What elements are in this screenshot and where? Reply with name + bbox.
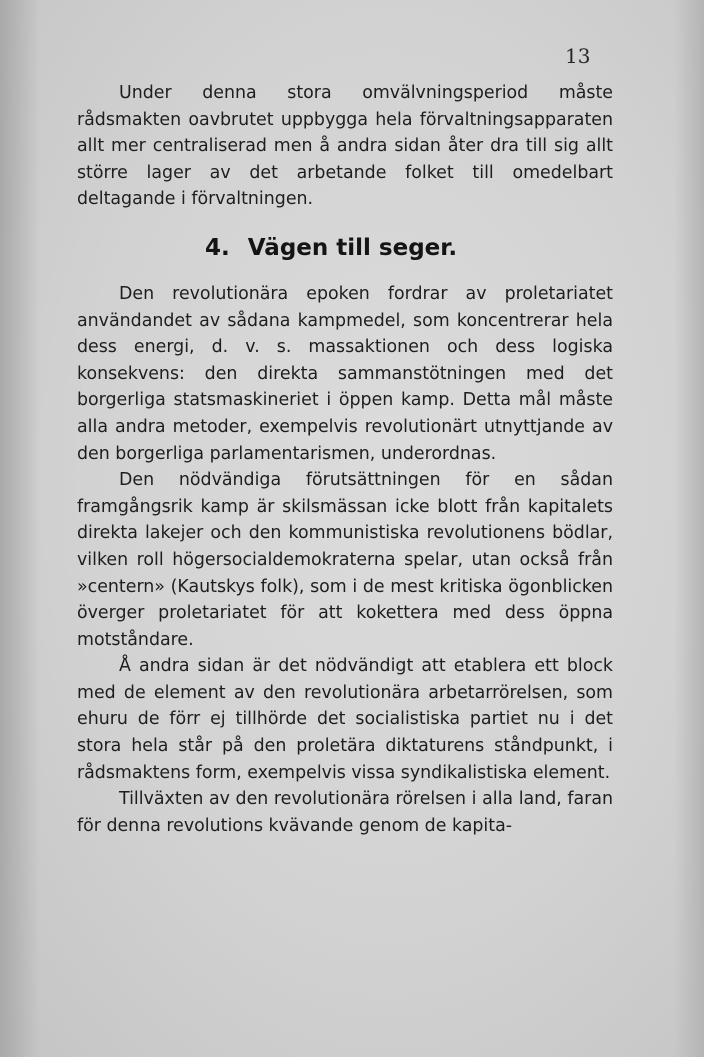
section-title: Vägen till seger. [247,234,458,261]
paragraph-4: Å andra sidan är det nödvändigt att etablera ett block med de element av den revolutionära arbetarrörelsen, som ehuru de förr ej tillhörde det socialistiska partiet nu i det stora hela står på den proletära diktaturens ståndpunkt, i rådsmaktens form, exempelvis vissa syndikalistiska element. [77,656,613,783]
section-number: 4. [205,234,230,261]
paragraph-5: Tillväxten av den revolutionära rörelsen i alla land, faran för denna revolutions kvävande genom de kapita- [77,789,613,836]
paragraph-1: Under denna stora omvälvningsperiod måste rådsmakten oavbrutet uppbygga hela förvaltningsapparaten allt mer centraliserad men å andra sidan åter dra till sig allt större lager av det arbetande folket till omedelbart deltagande i förvaltningen. [77,83,613,210]
section-heading [77,233,613,263]
body-text [77,80,613,839]
paragraph-2: Den revolutionära epoken fordrar av proletariatet användandet av sådana kampmedel, som koncentrerar hela dess energi, d. v. s. massaktionen och dess logiska konsekvens: den direkta sammanstötningen med det borgerliga statsmaskineriet i öppen kamp. Detta mål måste alla andra metoder, exempelvis revolutionärt utnyttjande av den borgerliga parlamentarismen, underordnas. [77,283,613,464]
paragraph-3: Den nödvändiga förutsättningen för en sådan framgångsrik kamp är skilsmässan icke blott från kapitalets direkta lakejer och den kommunistiska revolutionens bödlar, vilken roll högersocialdemokraterna spelar, utan också från »centern» (Kautskys folk), som i de mest kritiska ögonblicken överger proletariatet för att kokettera med dess öppna motståndare. [77,470,613,650]
page-number: 13 [565,44,591,68]
